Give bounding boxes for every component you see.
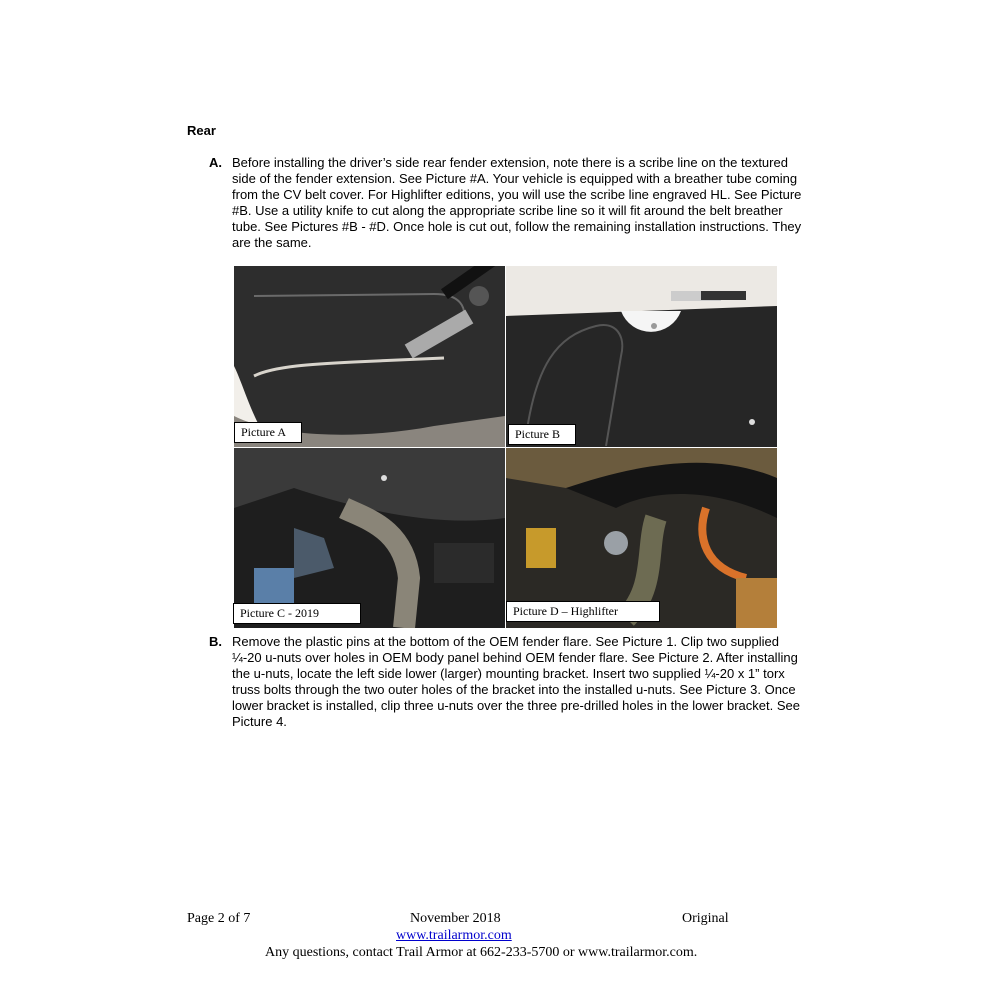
picture-a-photo [234, 266, 505, 447]
section-heading: Rear [187, 123, 216, 138]
website-link[interactable]: www.trailarmor.com [396, 928, 512, 943]
picture-b-photo [506, 266, 777, 447]
step-b [209, 634, 809, 730]
page-number: Page 2 of 7 [187, 911, 251, 926]
step-a-letter: A. [209, 155, 222, 170]
step-b-letter: B. [209, 634, 222, 649]
picture-d-caption: Picture D – Highlifter [506, 601, 660, 622]
step-b-text: Remove the plastic pins at the bottom of the OEM fender flare. See Picture 1. Clip two supplied ¼-20 u-nuts over holes in OEM body panel behind OEM fender flare. See Picture 2. After installing the u-nuts, locate the left side lower (larger) mounting bracket. Insert two supplied ¼-20 x 1” torx truss bolts through the two outer holes of the bracket into the installed u-nuts. See Picture 3. Once lower bracket is installed, clip three u-nuts over the three pre-drilled holes in the lower bracket. See Picture 4. [232, 634, 800, 729]
footer-status: Original [682, 911, 729, 926]
picture-b-caption: Picture B [508, 424, 576, 445]
step-a-text: Before installing the driver’s side rear fender extension, note there is a scribe line on the textured side of the fender extension. See Picture #A. Your vehicle is equipped with a breather tube coming from the CV belt cover. For Highlifter editions, you will use the scribe line engraved HL. See Picture #B. Use a utility knife to cut along the appropriate scribe line so it will fit around the belt breather tube. See Pictures #B - #D. Once hole is cut out, follow the remaining installation instructions. They are the same. [232, 155, 802, 250]
footer-date: November 2018 [410, 911, 501, 926]
step-a [209, 155, 809, 251]
picture-a-caption: Picture A [234, 422, 302, 443]
picture-c-photo [234, 448, 505, 628]
contact-line: Any questions, contact Trail Armor at 662-233-5700 or www.trailarmor.com. [265, 945, 698, 960]
picture-c-caption: Picture C - 2019 [233, 603, 361, 624]
photo-grid [234, 266, 777, 628]
